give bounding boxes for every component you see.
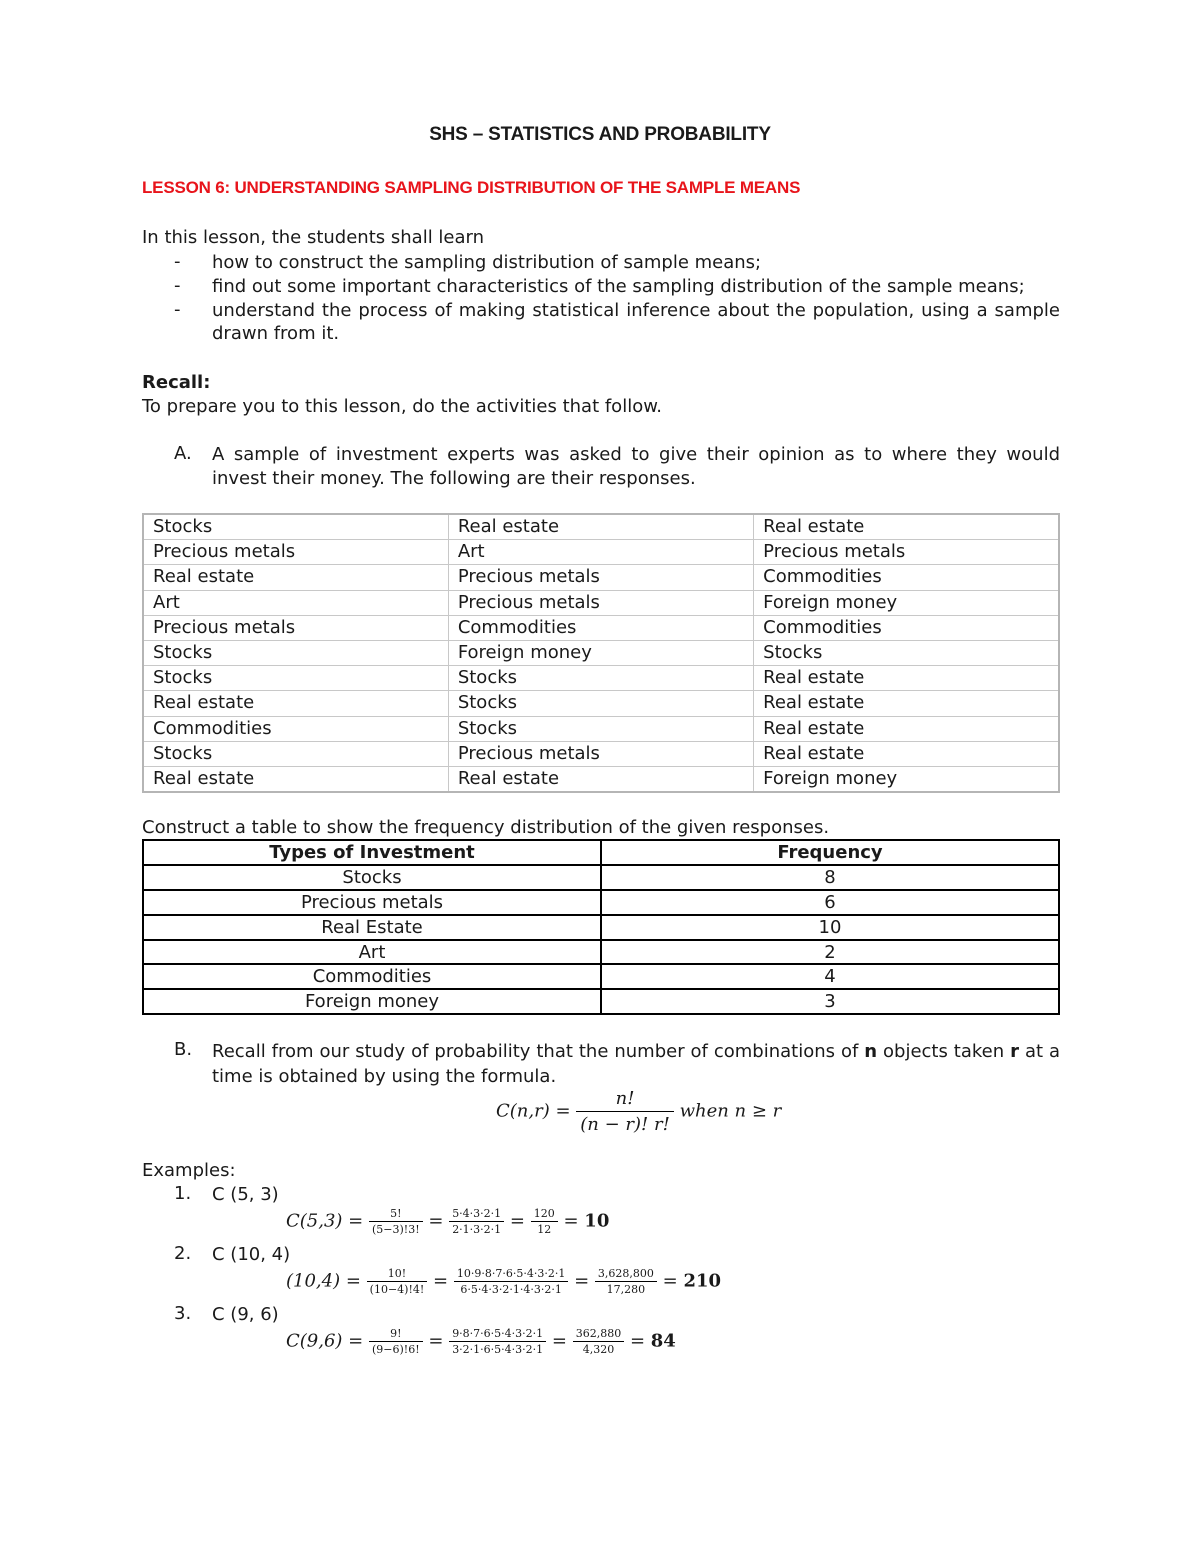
fraction — [449, 1207, 504, 1236]
item-b-text: Recall from our study of probability that the number of combinations of n objects taken r at a time is obtained by using the formula. — [212, 1041, 1061, 1087]
table-cell: Commodities — [448, 615, 753, 640]
table-cell: Commodities — [754, 615, 1059, 640]
frequency-cell: 2 — [601, 940, 1059, 965]
intro-text: In this lesson, the students shall learn — [142, 227, 485, 248]
formula-fraction — [576, 1088, 674, 1135]
table-row — [143, 890, 1059, 915]
fraction-denominator: 12 — [537, 1223, 552, 1236]
table-cell: Real estate — [448, 514, 753, 540]
fraction — [449, 1327, 546, 1356]
table-row — [143, 691, 1059, 716]
bullet-dash: - — [174, 299, 181, 320]
table-cell: Stocks — [143, 514, 448, 540]
fraction — [369, 1207, 423, 1236]
equals-sign: = — [428, 1330, 444, 1352]
example-label: 3. — [174, 1303, 192, 1324]
formula-lhs: C(n,r) = — [496, 1100, 571, 1122]
item-a-label: A. — [174, 443, 192, 464]
combination-formula — [496, 1088, 781, 1135]
table-row — [143, 540, 1059, 565]
investment-type-cell: Precious metals — [143, 890, 601, 915]
table-cell: Real estate — [754, 691, 1059, 716]
fraction — [369, 1327, 423, 1356]
table-cell: Real estate — [754, 514, 1059, 540]
investment-type-cell: Stocks — [143, 865, 601, 890]
example-text: C (10, 4) — [212, 1244, 291, 1265]
table-cell: Real estate — [448, 766, 753, 792]
equation-result: 210 — [683, 1270, 722, 1292]
fraction — [367, 1267, 428, 1296]
formula-denominator: (n − r)! r! — [580, 1114, 670, 1135]
fraction-numerator: 9! — [369, 1327, 423, 1342]
investment-type-cell: Real Estate — [143, 915, 601, 940]
examples-heading: Examples: — [142, 1160, 236, 1181]
responses-table — [142, 513, 1060, 793]
column-header: Frequency — [601, 840, 1059, 865]
fraction-numerator: 5·4·3·2·1 — [449, 1207, 504, 1222]
fraction-denominator: (9−6)!6! — [371, 1343, 420, 1356]
table-cell: Precious metals — [143, 540, 448, 565]
equals-sign: = — [428, 1210, 444, 1232]
table-cell: Real estate — [754, 666, 1059, 691]
table-row — [143, 741, 1059, 766]
equation-lhs: C(5,3) = — [286, 1210, 364, 1232]
column-header: Types of Investment — [143, 840, 601, 865]
fraction — [573, 1327, 625, 1356]
table-row — [143, 940, 1059, 965]
investment-type-cell: Art — [143, 940, 601, 965]
recall-heading: Recall: — [142, 372, 211, 393]
item-a-text: A sample of investment experts was asked to give their opinion as to where they would invest their money. The following are their responses. — [212, 444, 1060, 489]
table-row — [143, 565, 1059, 590]
table-cell: Art — [448, 540, 753, 565]
fraction-denominator: 6·5·4·3·2·1·4·3·2·1 — [460, 1283, 562, 1296]
fraction-numerator: 9·8·7·6·5·4·3·2·1 — [449, 1327, 546, 1342]
table-cell: Stocks — [448, 716, 753, 741]
recall-text: To prepare you to this lesson, do the activities that follow. — [142, 396, 663, 417]
formula-numerator: n! — [576, 1088, 674, 1112]
table-row — [143, 640, 1059, 665]
item-b-label: B. — [174, 1039, 193, 1060]
table-row — [143, 590, 1059, 615]
table-row — [143, 865, 1059, 890]
bullet-dash: - — [174, 275, 181, 296]
table-cell: Precious metals — [754, 540, 1059, 565]
table-cell: Real estate — [143, 691, 448, 716]
frequency-cell: 10 — [601, 915, 1059, 940]
table-row — [143, 666, 1059, 691]
table-cell: Real estate — [754, 716, 1059, 741]
equals-sign: = — [574, 1270, 590, 1292]
table-cell: Precious metals — [448, 741, 753, 766]
fraction — [531, 1207, 558, 1236]
example-equation — [286, 1327, 676, 1356]
table-row — [143, 964, 1059, 989]
frequency-cell: 4 — [601, 964, 1059, 989]
investment-type-cell: Commodities — [143, 964, 601, 989]
fraction — [595, 1267, 657, 1296]
equals-sign: = — [629, 1330, 646, 1352]
equation-result: 84 — [650, 1330, 676, 1352]
table-cell: Stocks — [448, 666, 753, 691]
table-cell: Art — [143, 590, 448, 615]
equals-sign: = — [509, 1210, 525, 1232]
table-cell: Stocks — [754, 640, 1059, 665]
document-title: SHS – STATISTICS AND PROBABILITY — [429, 124, 771, 145]
table-row — [143, 989, 1059, 1014]
table-cell: Foreign money — [754, 590, 1059, 615]
example-text: C (9, 6) — [212, 1304, 279, 1325]
fraction-denominator: (5−3)!3! — [371, 1223, 420, 1236]
example-label: 1. — [174, 1183, 192, 1204]
fraction-denominator: 17,280 — [606, 1283, 646, 1296]
table-row — [143, 766, 1059, 792]
objective-text: find out some important characteristics of the sampling distribution of the sample means; — [212, 276, 1025, 297]
table-cell: Commodities — [143, 716, 448, 741]
bullet-dash: - — [174, 251, 181, 272]
fraction-denominator: 2·1·3·2·1 — [452, 1223, 502, 1236]
fraction-denominator: (10−4)!4! — [369, 1283, 425, 1296]
table-cell: Precious metals — [448, 565, 753, 590]
fraction-numerator: 120 — [531, 1207, 558, 1222]
equation-result: 10 — [584, 1210, 610, 1232]
frequency-cell: 8 — [601, 865, 1059, 890]
equation-lhs: (10,4) = — [286, 1270, 361, 1292]
construct-text: Construct a table to show the frequency distribution of the given responses. — [142, 817, 830, 838]
fraction-numerator: 10·9·8·7·6·5·4·3·2·1 — [454, 1267, 568, 1282]
table-cell: Stocks — [143, 666, 448, 691]
frequency-cell: 3 — [601, 989, 1059, 1014]
table-header-row — [143, 840, 1059, 865]
equals-sign: = — [433, 1270, 449, 1292]
table-row — [143, 716, 1059, 741]
table-cell: Stocks — [448, 691, 753, 716]
equation-lhs: C(9,6) = — [286, 1330, 364, 1352]
table-cell: Foreign money — [754, 766, 1059, 792]
table-cell: Precious metals — [448, 590, 753, 615]
table-cell: Stocks — [143, 640, 448, 665]
table-cell: Foreign money — [448, 640, 753, 665]
fraction-numerator: 3,628,800 — [595, 1267, 657, 1282]
example-text: C (5, 3) — [212, 1184, 279, 1205]
table-cell: Real estate — [754, 741, 1059, 766]
table-cell: Real estate — [143, 565, 448, 590]
fraction — [454, 1267, 568, 1296]
table-cell: Real estate — [143, 766, 448, 792]
fraction-denominator: 3·2·1·6·5·4·3·2·1 — [452, 1343, 544, 1356]
fraction-numerator: 5! — [369, 1207, 423, 1222]
example-equation — [286, 1207, 609, 1236]
example-equation — [286, 1267, 721, 1296]
fraction-numerator: 362,880 — [573, 1327, 625, 1342]
equals-sign: = — [563, 1210, 579, 1232]
table-row — [143, 915, 1059, 940]
table-cell: Commodities — [754, 565, 1059, 590]
example-label: 2. — [174, 1243, 192, 1264]
equals-sign: = — [551, 1330, 567, 1352]
formula-condition: when n ≥ r — [679, 1100, 782, 1122]
frequency-cell: 6 — [601, 890, 1059, 915]
objective-text: understand the process of making statistical inference about the population, using a sample drawn from it. — [212, 300, 1060, 344]
fraction-denominator: 4,320 — [582, 1343, 615, 1356]
table-cell: Precious metals — [143, 615, 448, 640]
table-cell: Stocks — [143, 741, 448, 766]
table-row — [143, 615, 1059, 640]
frequency-table — [142, 839, 1060, 1015]
table-row — [143, 514, 1059, 540]
lesson-title: LESSON 6: UNDERSTANDING SAMPLING DISTRIBUTION OF THE SAMPLE MEANS — [142, 178, 801, 197]
investment-type-cell: Foreign money — [143, 989, 601, 1014]
objective-text: how to construct the sampling distribution of sample means; — [212, 252, 762, 273]
equals-sign: = — [662, 1270, 678, 1292]
fraction-numerator: 10! — [367, 1267, 428, 1282]
